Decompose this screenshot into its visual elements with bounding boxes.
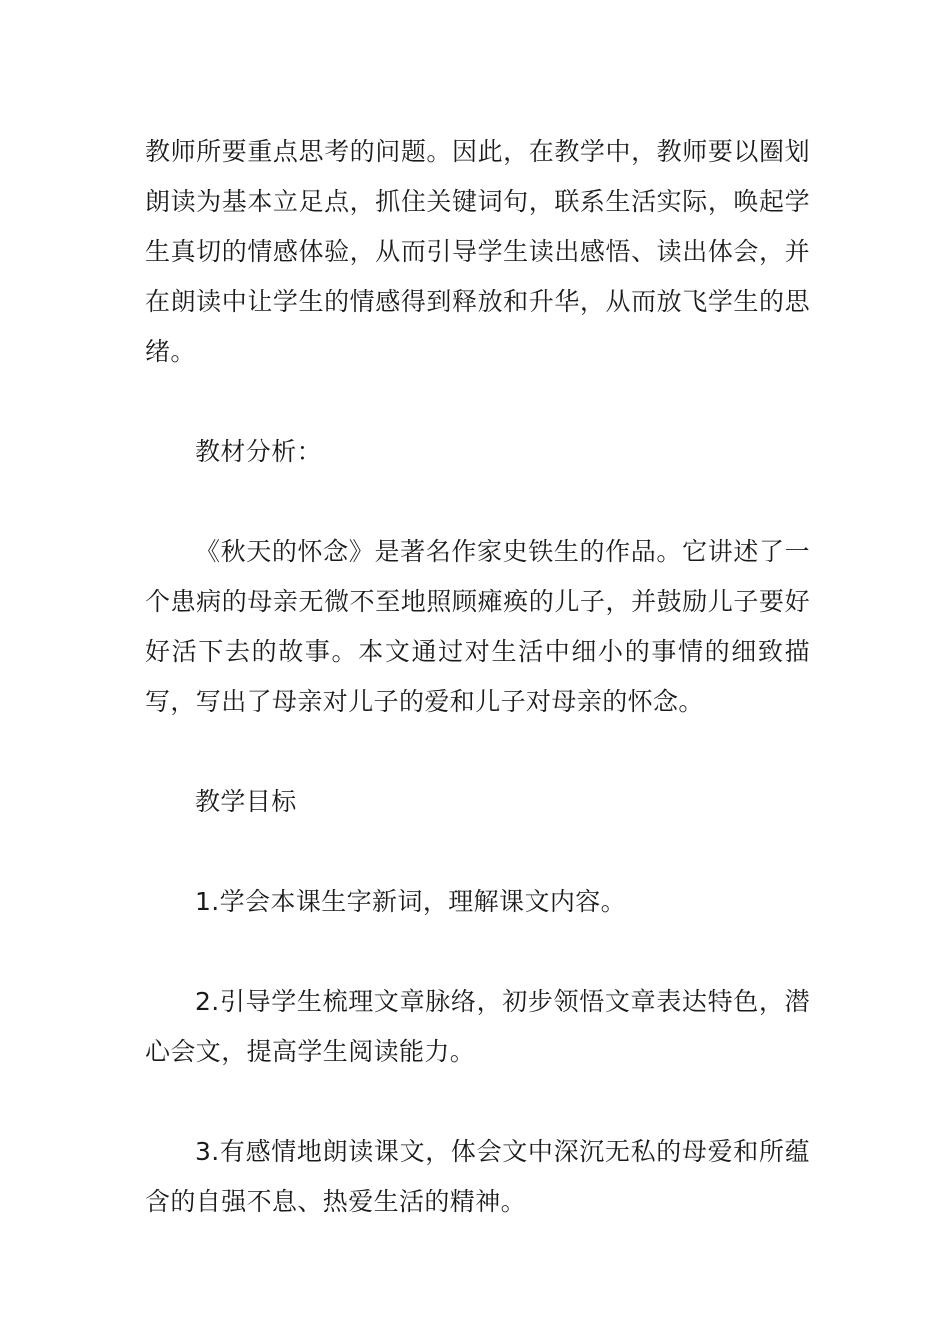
goal-item-1: 1.学会本课生字新词，理解课文内容。 xyxy=(195,887,627,916)
heading-textbook-analysis: 教材分析： xyxy=(195,437,323,466)
paragraph-textbook-analysis: 《秋天的怀念》是著名作家史铁生的作品。它讲述了一个患病的母亲无微不至地照顾瘫痪的儿子，并鼓励儿子要好好活下去的故事。本文通过对生活中细小的事情的细致描写，写出了母亲对儿子的爱和儿子对母亲的怀念。 xyxy=(145,537,810,716)
document-body xyxy=(145,127,810,1277)
goal-item-2: 2.引导学生梳理文章脉络，初步领悟文章表达特色，潜心会文，提高学生阅读能力。 xyxy=(145,987,810,1066)
paragraph-continued-text: 教师所要重点思考的问题。因此，在教学中，教师要以圈划朗读为基本立足点，抓住关键词句，联系生活实际，唤起学生真切的情感体验，从而引导学生读出感悟、读出体会，并在朗读中让学生的情感得到释放和升华，从而放飞学生的思绪。 xyxy=(145,137,810,366)
goal-item-3: 3.有感情地朗读课文，体会文中深沉无私的母爱和所蕴含的自强不息、热爱生活的精神。 xyxy=(145,1137,810,1216)
heading-teaching-goals: 教学目标 xyxy=(195,787,297,816)
